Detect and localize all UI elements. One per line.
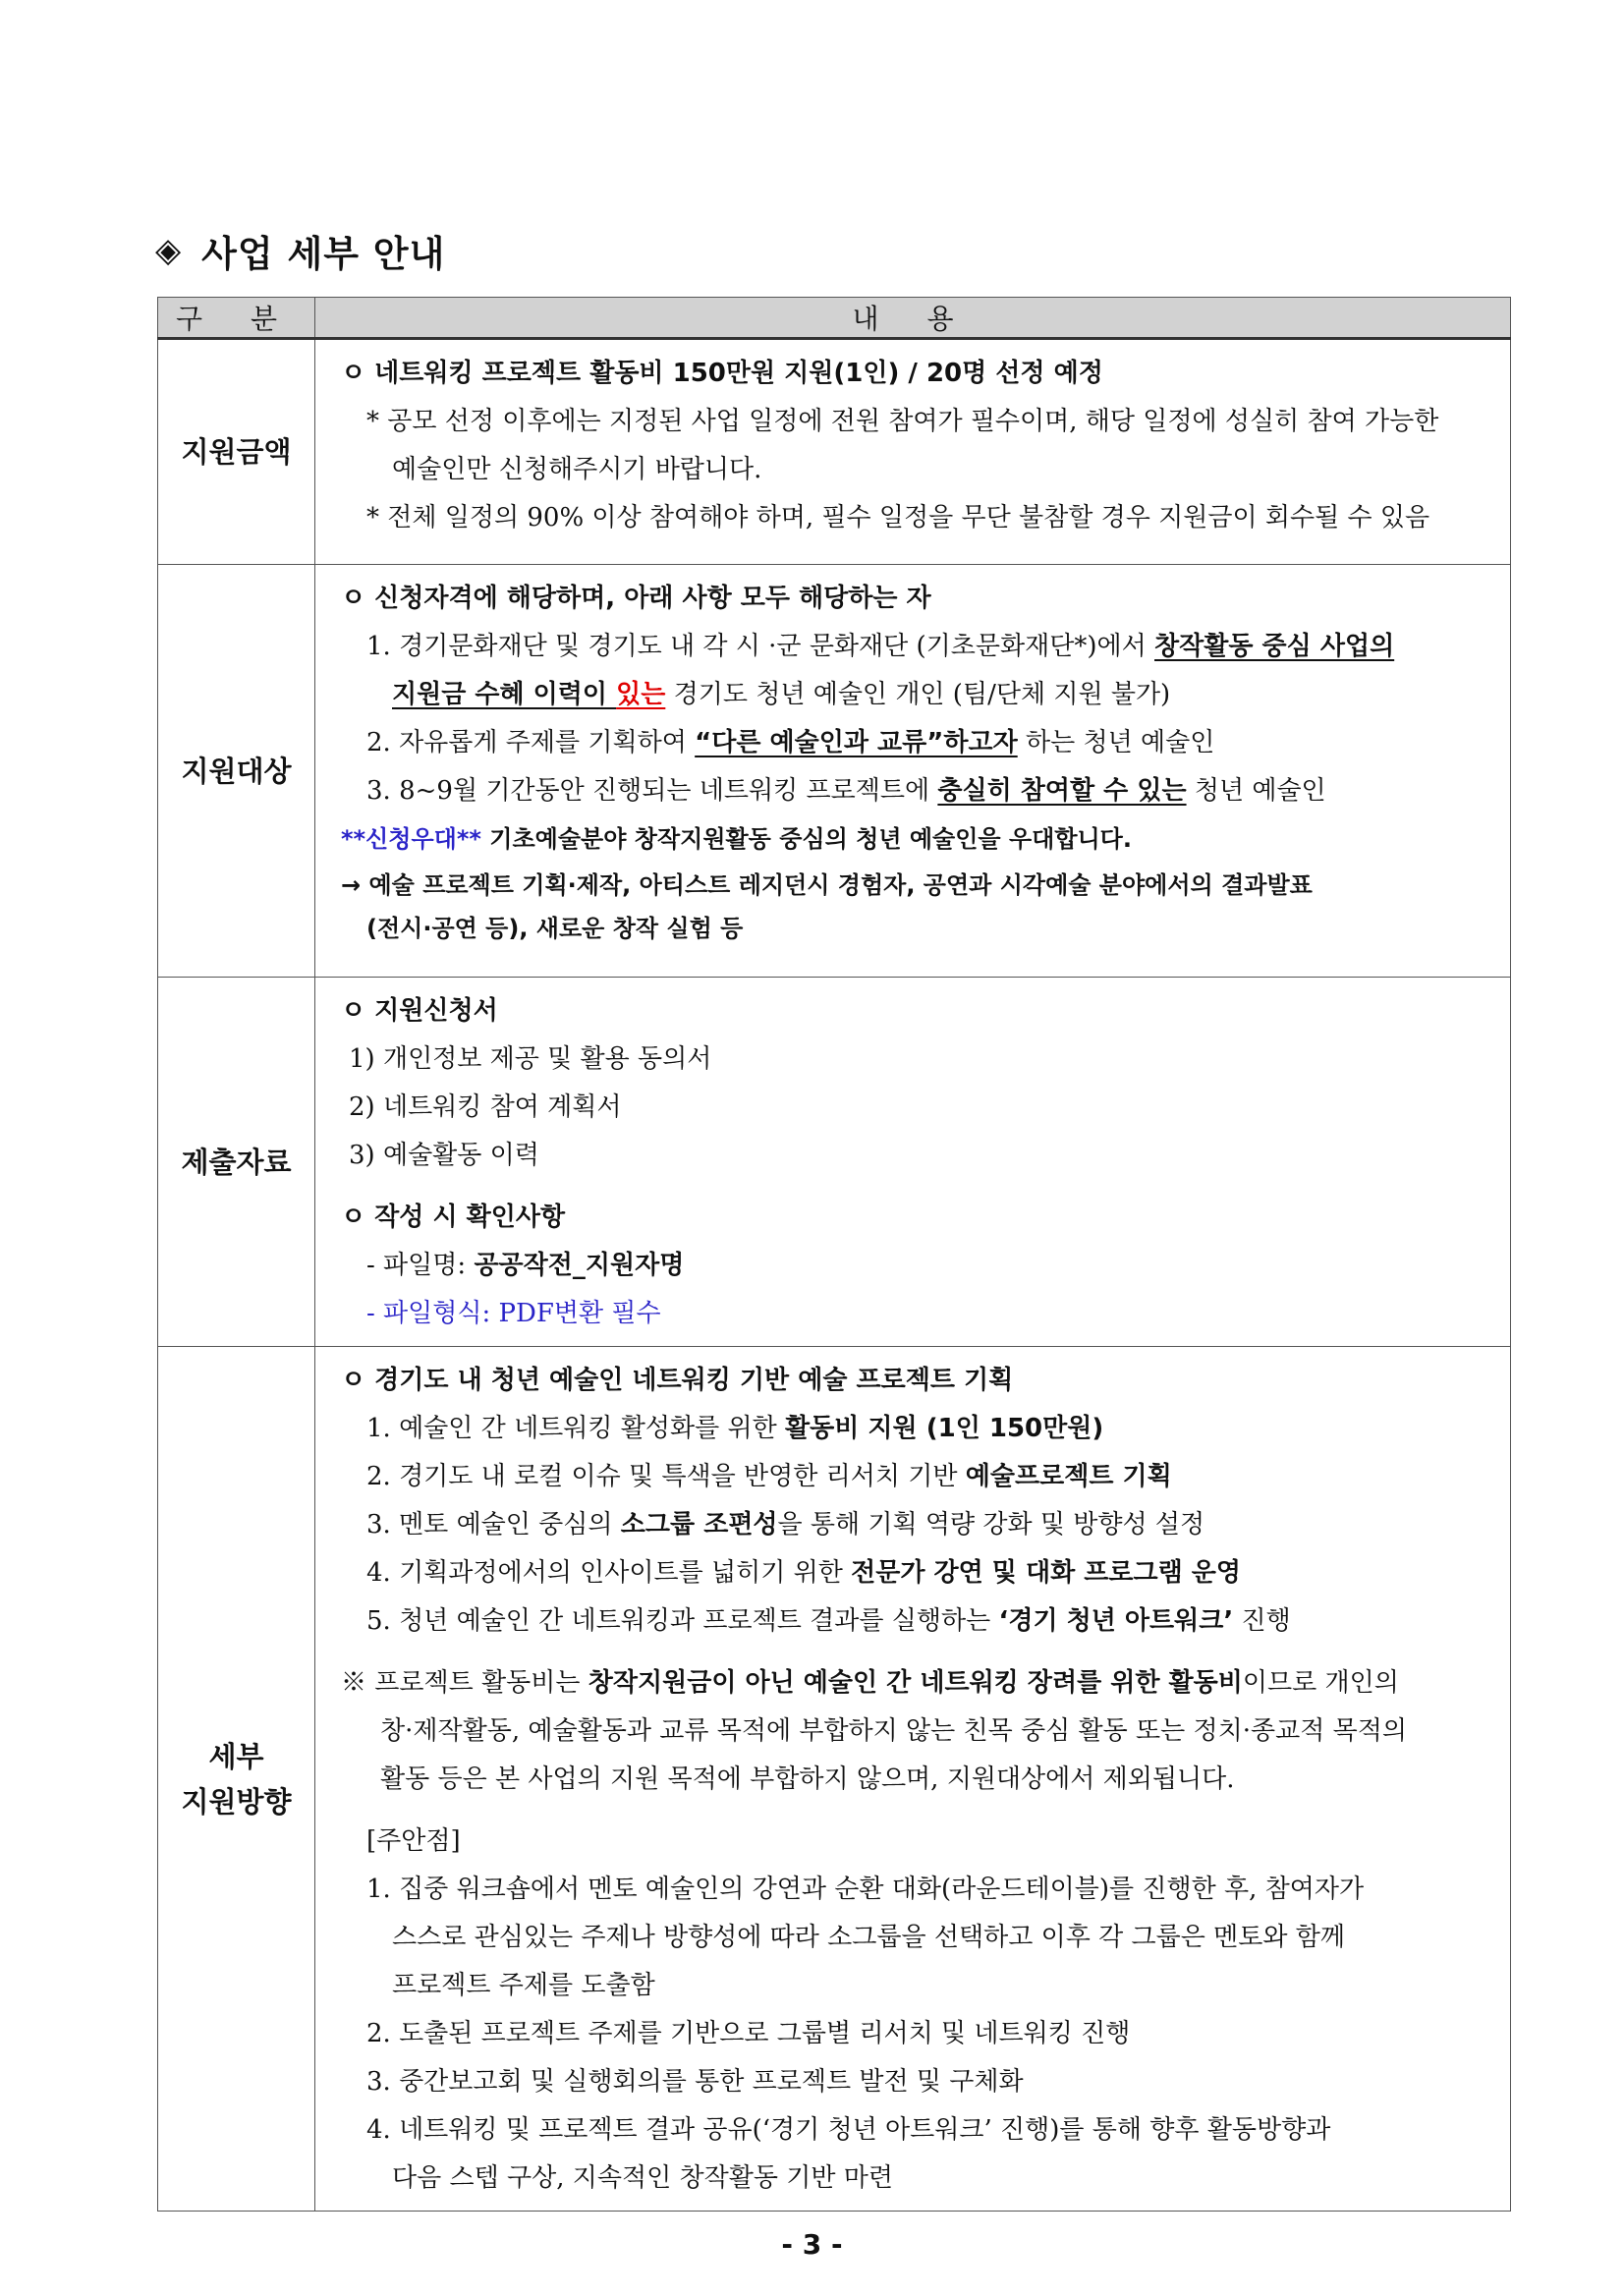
direction-step-2-emphasis: 예술프로젝트 기획 [965,1462,1172,1491]
target-item-2-emphasis: “다른 예술인과 교류”하고자 [695,728,1018,757]
table-row-docs [158,978,1511,1347]
direction-remark-emphasis: 창작지원금이 아닌 예술인 간 네트워킹 장려를 위한 활동비 [588,1668,1243,1698]
direction-step-4-text: 4. 기획과정에서의 인사이트를 넓히기 위한 [366,1558,852,1588]
content-amount [315,339,1511,565]
docs-item-3: 3) 예술활동 이력 [349,1141,539,1170]
table-row-target [158,565,1511,978]
direction-note-2: 2. 도출된 프로젝트 주제를 기반으로 그룹별 리서치 및 네트워킹 진행 [366,2019,1131,2048]
direction-notes-title: [주안점] [366,1826,461,1856]
target-item-2-rest: 하는 청년 예술인 [1017,728,1215,757]
amount-main: ㅇ 네트워킹 프로젝트 활동비 150만원 지원(1인) / 20명 선정 예정 [341,359,1103,388]
target-item-1-cont-emphasis: 지원금 수혜 이력이 [392,680,617,709]
table-row-amount [158,339,1511,565]
preference-text: 기초예술분야 창작지원활동 중심의 청년 예술인을 우대합니다. [480,825,1132,853]
direction-step-1 [341,1405,1496,1453]
target-item-1 [341,623,1496,671]
header-content: 내 용 [315,298,1511,339]
category-direction-line-2: 지원방향 [181,1784,292,1819]
amount-note-2: * 전체 일정의 90% 이상 참여해야 하며, 필수 일정을 무단 불참할 경우 지원금이 회수될 수 있음 [366,503,1430,532]
page-title [155,224,445,277]
target-main: ㅇ 신청자격에 해당하며, 아래 사항 모두 해당하는 자 [341,584,931,613]
direction-step-3-emphasis: 소그룹 조편성 [620,1510,778,1540]
target-item-3-rest: 청년 예술인 [1186,776,1326,806]
target-item-3-text: 3. 8~9월 기간동안 진행되는 네트워킹 프로젝트에 [366,776,938,806]
direction-step-3-text: 3. 멘토 예술인 중심의 [366,1510,621,1540]
header-category: 구 분 [158,298,315,339]
direction-step-1-emphasis: 활동비 지원 (1인 150만원) [785,1414,1104,1443]
direction-note-1a: 1. 집중 워크숍에서 멘토 예술인의 강연과 순환 대화(라운드테이블)를 진행한 후, 참여자가 [366,1875,1365,1904]
info-table [157,297,1511,2212]
target-item-1-red: 있는 [616,680,666,709]
preference-label: **신청우대** [341,825,481,853]
target-item-1-cont [341,671,1496,719]
direction-note-1b: 스스로 관심있는 주제나 방향성에 따라 소그룹을 선택하고 이후 각 그룹은 멘토와 함께 [392,1923,1345,1952]
direction-step-2-text: 2. 경기도 내 로컬 이슈 및 특색을 반영한 리서치 기반 [366,1462,966,1491]
target-item-3-emphasis: 충실히 참여할 수 있는 [937,776,1187,806]
direction-note-4a: 4. 네트워킹 및 프로젝트 결과 공유(‘경기 청년 아트워크’ 진행)를 통해 향후 활동방향과 [366,2115,1331,2145]
content-direction [315,1347,1511,2212]
docs-check-1 [341,1242,1496,1290]
docs-check-2: - 파일형식: PDF변환 필수 [366,1299,661,1328]
category-direction-line-1: 세부 [208,1739,264,1773]
direction-note-4b: 다음 스텝 구상, 지속적인 창작활동 기반 마련 [392,2163,893,2193]
direction-step-5 [341,1597,1496,1646]
docs-check-1-value: 공공작전_지원자명 [474,1251,685,1280]
docs-item-1: 1) 개인정보 제공 및 활용 동의서 [349,1044,712,1074]
category-target: 지원대상 [158,565,315,978]
target-item-3 [341,767,1496,815]
direction-remark-1 [341,1659,1496,1708]
page-title-text: 사업 세부 안내 [201,233,446,275]
docs-main-1: ㅇ 지원신청서 [341,996,498,1026]
direction-step-3 [341,1501,1496,1549]
docs-item-2: 2) 네트워킹 참여 계획서 [349,1092,622,1122]
direction-step-4 [341,1549,1496,1597]
direction-step-4-emphasis: 전문가 강연 및 대화 프로그램 운영 [851,1558,1241,1588]
category-amount: 지원금액 [158,339,315,565]
category-docs: 제출자료 [158,978,315,1347]
direction-step-5-emphasis: ‘경기 청년 아트워크’ [998,1606,1234,1636]
preference-detail-1: → 예술 프로젝트 기획·제작, 아티스트 레지던시 경험자, 공연과 시각예술 분야에서의 결과발표 [341,871,1313,899]
direction-remark-1-rest: 이므로 개인의 [1242,1668,1399,1698]
target-item-1-emphasis: 창작활동 중심 사업의 [1154,632,1395,661]
direction-remark-2: 창·제작활동, 예술활동과 교류 목적에 부합하지 않는 친목 중심 활동 또는 정치·종교적 목적의 [380,1716,1407,1746]
direction-step-2 [341,1453,1496,1501]
direction-step-5-rest: 진행 [1233,1606,1291,1636]
direction-remark-3: 활동 등은 본 사업의 지원 목적에 부합하지 않으며, 지원대상에서 제외됩니다. [380,1764,1235,1794]
target-item-1-rest: 경기도 청년 예술인 개인 (팀/단체 지원 불가) [665,680,1171,709]
category-direction [158,1347,315,2212]
preference-detail-2: (전시·공연 등), 새로운 창작 실험 등 [366,915,744,942]
target-preference [341,815,1496,864]
target-item-2-text: 2. 자유롭게 주제를 기획하여 [366,728,696,757]
table-header-row [158,298,1511,339]
page-number: - 3 - [781,2228,843,2261]
docs-check-1-label: - 파일명: [366,1251,475,1280]
target-item-2 [341,719,1496,767]
direction-main: ㅇ 경기도 내 청년 예술인 네트워킹 기반 예술 프로젝트 기획 [341,1366,1014,1395]
direction-note-1c: 프로젝트 주제를 도출함 [392,1971,655,2000]
diamond-bullet-icon: ◈ [155,231,183,270]
amount-note-1b: 예술인만 신청해주시기 바랍니다. [392,455,762,484]
content-target [315,565,1511,978]
docs-main-2: ㅇ 작성 시 확인사항 [341,1203,566,1232]
direction-step-3-rest: 을 통해 기획 역량 강화 및 방향성 설정 [777,1510,1205,1540]
target-item-1-text: 1. 경기문화재단 및 경기도 내 각 시 ·군 문화재단 (기초문화재단*)에서 [366,632,1155,661]
direction-remark-1-text: ※ 프로젝트 활동비는 [341,1668,588,1698]
direction-step-5-text: 5. 청년 예술인 간 네트워킹과 프로젝트 결과를 실행하는 [366,1606,999,1636]
content-docs [315,978,1511,1347]
table-row-direction [158,1347,1511,2212]
direction-step-1-text: 1. 예술인 간 네트워킹 활성화를 위한 [366,1414,786,1443]
amount-note-1: * 공모 선정 이후에는 지정된 사업 일정에 전원 참여가 필수이며, 해당 일정에 성실히 참여 가능한 [366,407,1439,436]
direction-note-3: 3. 중간보고회 및 실행회의를 통한 프로젝트 발전 및 구체화 [366,2067,1024,2097]
